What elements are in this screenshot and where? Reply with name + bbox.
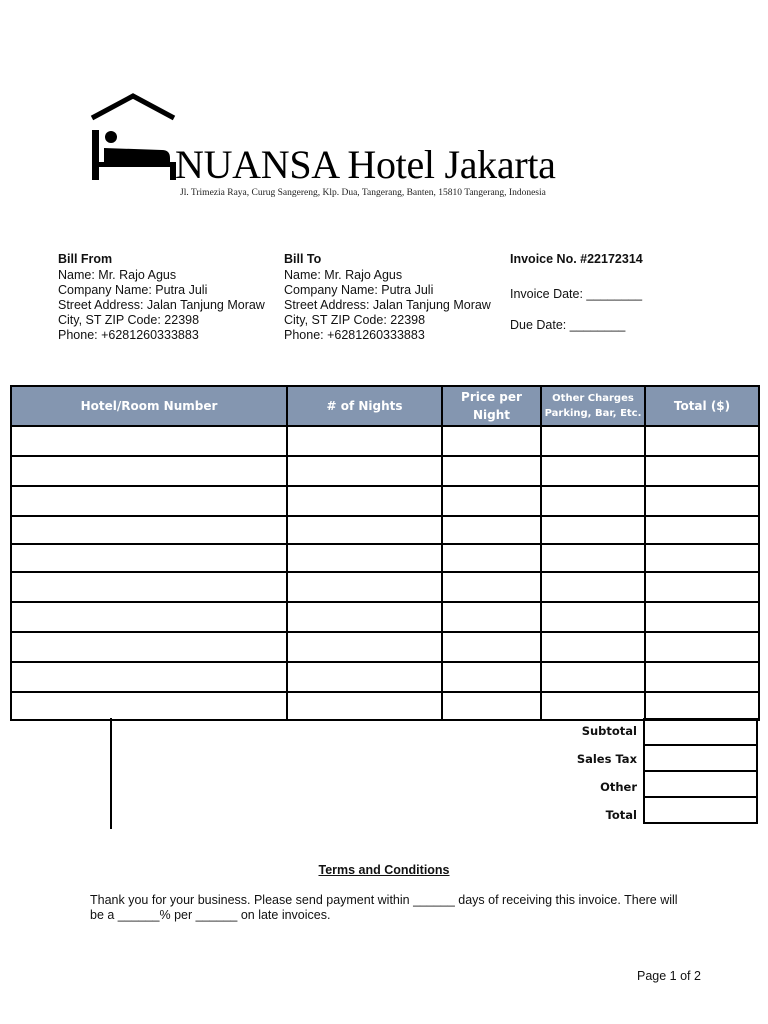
table-row (11, 456, 759, 486)
nights-cell[interactable] (287, 544, 442, 572)
terms-text: Thank you for your business. Please send payment within ______ days of receiving this invoice. There will be a ______% per ______ on late invoices. (90, 893, 678, 922)
other-charges-cell[interactable] (541, 662, 645, 692)
total-cell[interactable] (645, 516, 759, 544)
bill-to-block (284, 252, 491, 343)
total-cell[interactable] (645, 692, 759, 720)
bill-from-company: Company Name: Putra Juli (58, 283, 208, 297)
col-price-line-1: Price per (461, 390, 522, 404)
table-row (11, 602, 759, 632)
subtotal-label: Subtotal (581, 724, 637, 738)
other-charges-cell[interactable] (541, 456, 645, 486)
due-date[interactable]: Due Date: ________ (510, 318, 626, 332)
price-cell[interactable] (442, 544, 541, 572)
nights-cell[interactable] (287, 602, 442, 632)
col-price-per-night (442, 386, 541, 426)
col-other-charges (541, 386, 645, 426)
price-cell[interactable] (442, 602, 541, 632)
sales-tax-label: Sales Tax (576, 752, 637, 766)
bill-to-phone: Phone: +6281260333883 (284, 328, 425, 342)
total-label: Total (605, 808, 637, 822)
bill-to-company: Company Name: Putra Juli (284, 283, 434, 297)
room-cell[interactable] (11, 572, 287, 602)
total-cell[interactable] (645, 662, 759, 692)
page-number: Page 1 of 2 (637, 969, 701, 983)
total-cell[interactable] (645, 602, 759, 632)
table-row (11, 516, 759, 544)
table-header-row (11, 386, 759, 426)
room-cell[interactable] (11, 426, 287, 456)
total-cell[interactable] (645, 456, 759, 486)
nights-cell[interactable] (287, 456, 442, 486)
total-cell[interactable] (644, 797, 757, 823)
room-cell[interactable] (11, 692, 287, 720)
total-cell[interactable] (645, 632, 759, 662)
hotel-bed-icon (90, 92, 176, 182)
room-cell[interactable] (11, 516, 287, 544)
bill-to-street: Street Address: Jalan Tanjung Moraw (284, 298, 491, 312)
other-charges-cell[interactable] (541, 544, 645, 572)
terms-title: Terms and Conditions (318, 863, 450, 877)
room-cell[interactable] (11, 632, 287, 662)
col-other-line-1: Other Charges (552, 393, 634, 404)
other-charges-cell[interactable] (541, 602, 645, 632)
room-cell[interactable] (11, 456, 287, 486)
table-row (11, 692, 759, 720)
table-row (11, 572, 759, 602)
subtotal-cell[interactable] (644, 719, 757, 745)
nights-cell[interactable] (287, 692, 442, 720)
other-charges-cell[interactable] (541, 572, 645, 602)
col-other-line-2: Parking, Bar, Etc. (544, 408, 642, 419)
total-cell[interactable] (645, 572, 759, 602)
price-cell[interactable] (442, 692, 541, 720)
room-cell[interactable] (11, 602, 287, 632)
nights-cell[interactable] (287, 486, 442, 516)
bill-from-block (58, 252, 265, 343)
other-charges-cell[interactable] (541, 486, 645, 516)
table-row (11, 486, 759, 516)
bill-from-city: City, ST ZIP Code: 22398 (58, 313, 200, 327)
table-row (11, 632, 759, 662)
totals-divider (110, 718, 112, 829)
line-items-table (10, 385, 760, 721)
col-room-number: Hotel/Room Number (11, 386, 287, 426)
nights-cell[interactable] (287, 662, 442, 692)
invoice-date[interactable]: Invoice Date: ________ (510, 287, 643, 301)
bill-from-street: Street Address: Jalan Tanjung Moraw (58, 298, 265, 312)
nights-cell[interactable] (287, 632, 442, 662)
other-charges-cell[interactable] (541, 516, 645, 544)
nights-cell[interactable] (287, 572, 442, 602)
room-cell[interactable] (11, 662, 287, 692)
col-nights: # of Nights (287, 386, 442, 426)
table-row (11, 544, 759, 572)
price-cell[interactable] (442, 456, 541, 486)
other-charges-cell[interactable] (541, 632, 645, 662)
price-cell[interactable] (442, 632, 541, 662)
hotel-name: NUANSA Hotel Jakarta (175, 142, 556, 187)
other-cell[interactable] (644, 771, 757, 797)
col-price-line-2: Night (472, 408, 511, 422)
price-cell[interactable] (442, 572, 541, 602)
price-cell[interactable] (442, 516, 541, 544)
total-cell[interactable] (645, 486, 759, 516)
bill-to-heading: Bill To (284, 252, 322, 266)
bill-from-phone: Phone: +6281260333883 (58, 328, 199, 342)
total-cell[interactable] (645, 544, 759, 572)
table-body (11, 426, 759, 720)
bill-to-name: Name: Mr. Rajo Agus (284, 268, 403, 282)
price-cell[interactable] (442, 426, 541, 456)
invoice-number: Invoice No. #22172314 (510, 252, 643, 266)
sales-tax-cell[interactable] (644, 745, 757, 771)
bill-from-name: Name: Mr. Rajo Agus (58, 268, 177, 282)
price-cell[interactable] (442, 486, 541, 516)
totals-table (643, 718, 758, 824)
other-label: Other (600, 780, 637, 794)
room-cell[interactable] (11, 544, 287, 572)
nights-cell[interactable] (287, 426, 442, 456)
table-row (11, 662, 759, 692)
room-cell[interactable] (11, 486, 287, 516)
col-total: Total ($) (645, 386, 759, 426)
price-cell[interactable] (442, 662, 541, 692)
bill-from-heading: Bill From (58, 252, 113, 266)
nights-cell[interactable] (287, 516, 442, 544)
other-charges-cell[interactable] (541, 426, 645, 456)
hotel-address: Jl. Trimezia Raya, Curug Sangereng, Klp. Dua, Tangerang, Banten, 15810 Tangerang, Indonesia (180, 188, 546, 198)
other-charges-cell[interactable] (541, 692, 645, 720)
table-row (11, 426, 759, 456)
total-cell[interactable] (645, 426, 759, 456)
bill-to-city: City, ST ZIP Code: 22398 (284, 313, 426, 327)
